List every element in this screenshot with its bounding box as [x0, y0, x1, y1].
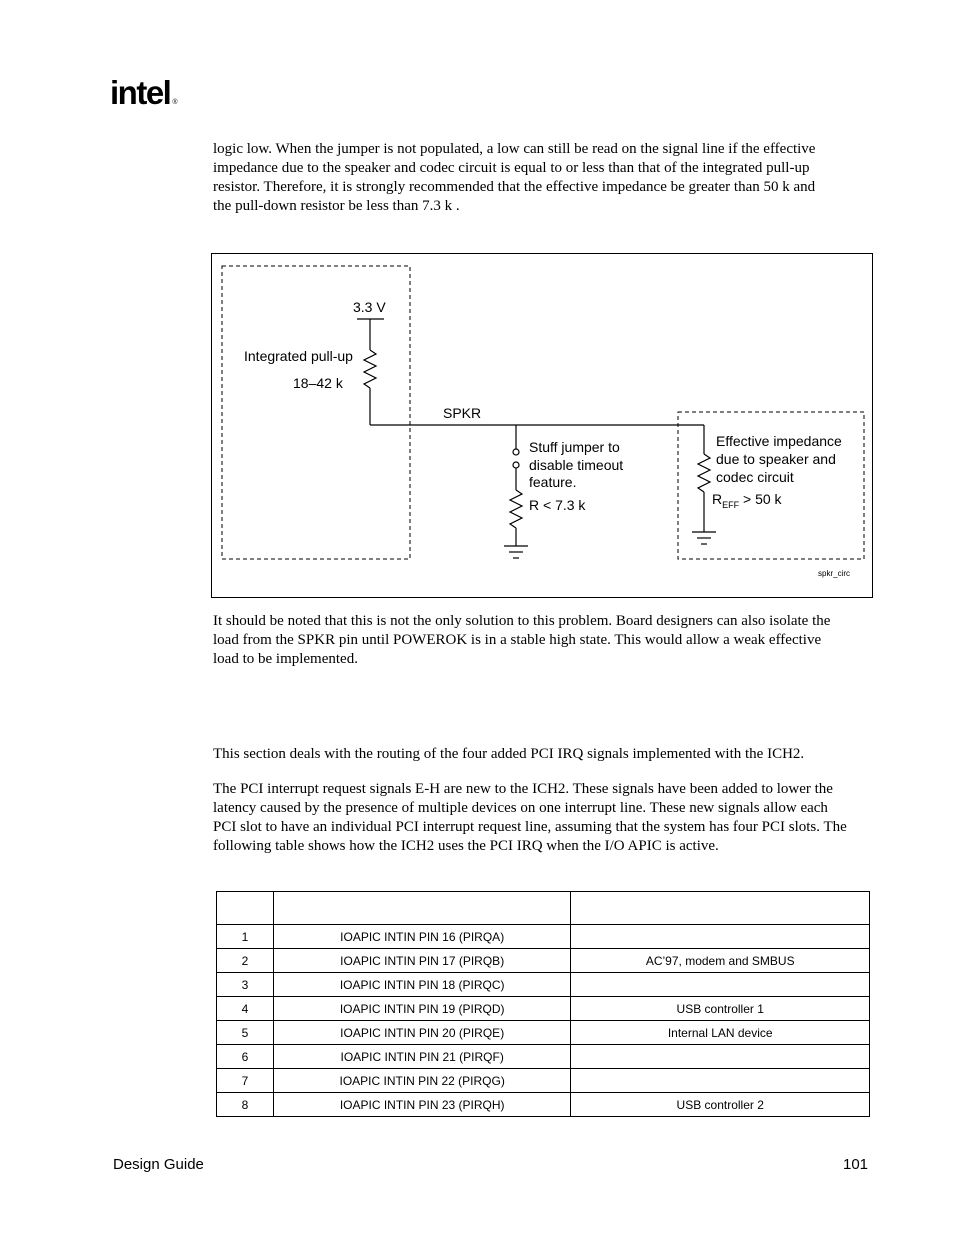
registered-mark: ®: [172, 99, 178, 106]
pulldown-resistor: [510, 490, 522, 528]
table-cell: [571, 925, 870, 949]
text-line: the pull-down resistor be less than 7.3 k .: [213, 198, 460, 214]
circuit-diagram: [212, 254, 872, 597]
text-line: It should be noted that this is not the only solution to this problem. Board designers can also isolate the: [213, 613, 831, 629]
jumper-label: feature.: [529, 474, 577, 490]
jumper-pin: [513, 462, 519, 468]
table-row: [217, 997, 870, 1021]
table-cell: [571, 1069, 870, 1093]
figure-id: spkr_circ: [818, 569, 851, 578]
table-row: [217, 1069, 870, 1093]
text-line: PCI slot to have an individual PCI interrupt request line, assuming that the system has four PCI slots. The: [213, 819, 847, 835]
table-row: [217, 949, 870, 973]
table-header-row: [217, 892, 870, 925]
table-header-cell: [571, 892, 870, 925]
paragraph-isolation: [213, 612, 873, 669]
table-cell: IOAPIC INTIN PIN 16 (PIRQA): [273, 925, 571, 949]
paragraph-section-intro: [213, 745, 873, 764]
reff-label: $R_{EFF} > 50$ k: [712, 491, 782, 510]
jumper-label: disable timeout: [529, 457, 624, 473]
speaker-circuit-figure: [211, 253, 873, 598]
table-cell: IOAPIC INTIN PIN 19 (PIRQD): [273, 997, 571, 1021]
paragraph-impedance: [213, 140, 873, 216]
pci-irq-table: [216, 891, 870, 1117]
table-cell: 1: [217, 925, 274, 949]
table-cell: 4: [217, 997, 274, 1021]
table-cell: IOAPIC INTIN PIN 20 (PIRQE): [273, 1021, 571, 1045]
table-cell: 6: [217, 1045, 274, 1069]
table-cell: [571, 973, 870, 997]
table-cell: 5: [217, 1021, 274, 1045]
table-row: [217, 1021, 870, 1045]
table-cell: 7: [217, 1069, 274, 1093]
table-cell: Internal LAN device: [571, 1021, 870, 1045]
table-cell: IOAPIC INTIN PIN 22 (PIRQG): [273, 1069, 571, 1093]
pullup-label: Integrated pull-up: [244, 348, 353, 364]
table-cell: USB controller 1: [571, 997, 870, 1021]
text-line: impedance due to the speaker and codec circuit is equal to or less than that of the integrated pull-up: [213, 160, 810, 176]
eff-label: codec circuit: [716, 469, 794, 485]
table-cell: IOAPIC INTIN PIN 18 (PIRQC): [273, 973, 571, 997]
table-cell: USB controller 2: [571, 1093, 870, 1117]
text-line: resistor. Therefore, it is strongly recommended that the effective impedance be greater than 50 k and: [213, 179, 816, 195]
table-row: [217, 973, 870, 997]
table-header-cell: [217, 892, 274, 925]
table-cell: IOAPIC INTIN PIN 21 (PIRQF): [273, 1045, 571, 1069]
table-row: [217, 1045, 870, 1069]
net-label: SPKR: [443, 405, 482, 421]
table-row: [217, 1093, 870, 1117]
text-line: following table shows how the ICH2 uses the PCI IRQ when the I/O APIC is active.: [213, 838, 719, 854]
intel-logo: intel ®: [110, 74, 178, 111]
reff-resistor: [698, 454, 710, 492]
pullup-resistor: [364, 350, 376, 388]
eff-label: due to speaker and: [716, 451, 836, 467]
pullup-value: 18–42 k: [293, 375, 343, 391]
text-line: logic low. When the jumper is not populated, a low can still be read on the signal line if the effective: [213, 141, 816, 157]
text-line: This section deals with the routing of the four added PCI IRQ signals implemented with the ICH2.: [213, 746, 805, 762]
table-header-cell: [273, 892, 571, 925]
text-line: latency caused by the presence of multiple devices on one interrupt line. These new signals allow each: [213, 800, 828, 816]
jumper-pin: [513, 449, 519, 455]
table-row: [217, 925, 870, 949]
table-cell: IOAPIC INTIN PIN 17 (PIRQB): [273, 949, 571, 973]
footer-doc-title: Design Guide: [113, 1156, 204, 1173]
table-cell: 3: [217, 973, 274, 997]
paragraph-pci-irq: [213, 780, 873, 856]
table-cell: IOAPIC INTIN PIN 23 (PIRQH): [273, 1093, 571, 1117]
table-cell: AC’97, modem and SMBUS: [571, 949, 870, 973]
text-line: load from the SPKR pin until POWEROK is in a stable high state. This would allow a weak effective: [213, 632, 822, 648]
text-line: The PCI interrupt request signals E-H are new to the ICH2. These signals have been added to lower the: [213, 781, 833, 797]
table-cell: 2: [217, 949, 274, 973]
table-cell: 8: [217, 1093, 274, 1117]
table-cell: [571, 1045, 870, 1069]
supply-label: 3.3 V: [353, 299, 386, 315]
text-line: load to be implemented.: [213, 651, 358, 667]
footer-page-number: 101: [843, 1156, 869, 1173]
eff-label: Effective impedance: [716, 433, 842, 449]
pulldown-label: R < 7.3 k: [529, 497, 586, 513]
jumper-label: Stuff jumper to: [529, 439, 620, 455]
